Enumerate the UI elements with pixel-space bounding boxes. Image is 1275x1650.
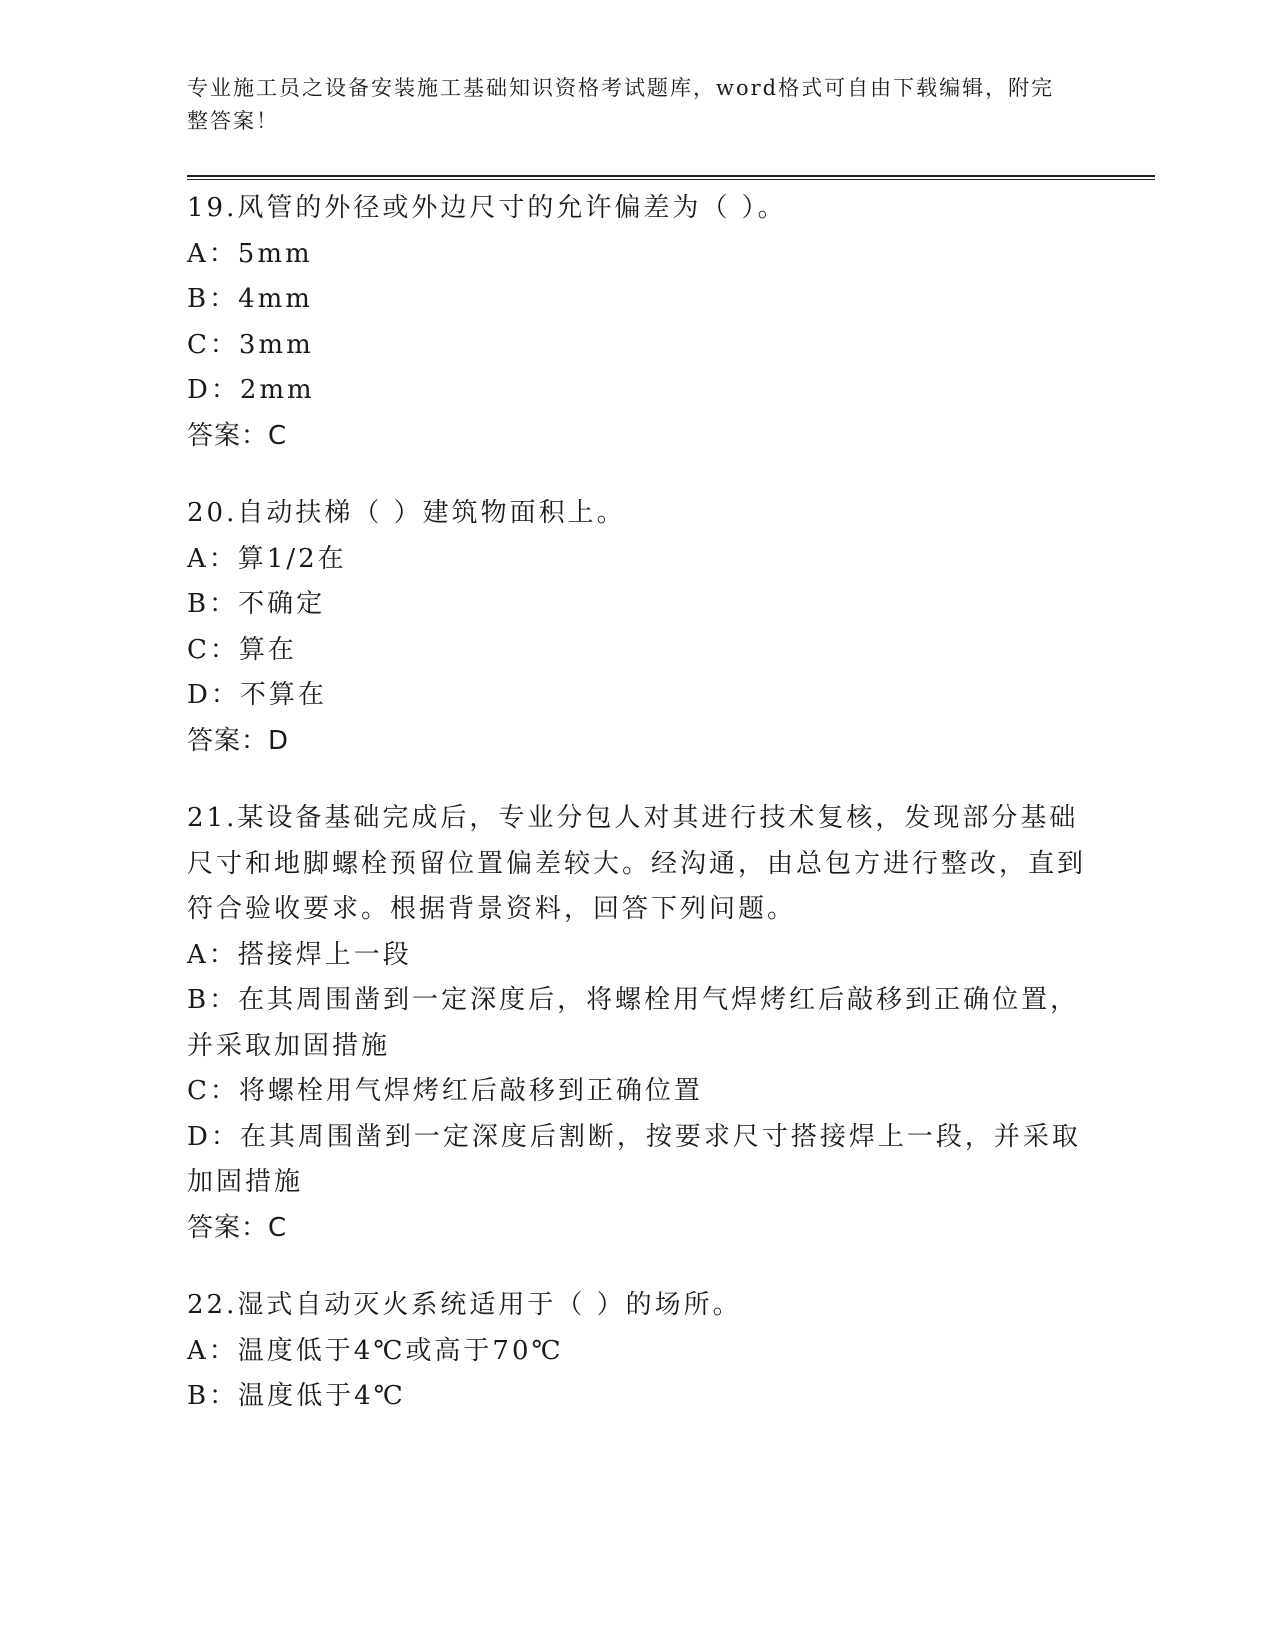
answer-line: 答案：C <box>187 420 288 451</box>
option-d: D：在其周围凿到一定深度后割断，按要求尺寸搭接焊上一段，并采取加固措施 <box>187 1121 1081 1197</box>
question-stem: 20.自动扶梯（ ）建筑物面积上。 <box>187 498 626 528</box>
option-b: B：不确定 <box>187 589 326 619</box>
question-20 <box>187 491 1157 764</box>
option-a: A：5mm <box>187 238 313 269</box>
question-22 <box>187 1283 1157 1420</box>
header-divider <box>187 175 1155 180</box>
answer-line: 答案：D <box>187 725 290 756</box>
question-stem: 21.某设备基础完成后，专业分包人对其进行技术复核，发现部分基础尺寸和地脚螺栓预留位置偏差较大。经沟通，由总包方进行整改，直到符合验收要求。根据背景资料，回答下列问题。 <box>187 803 1087 924</box>
option-b: B：4mm <box>187 284 313 314</box>
option-a: A：温度低于4℃或高于70℃ <box>187 1335 564 1366</box>
document-header: 专业施工员之设备安装施工基础知识资格考试题库，word格式可自由下载编辑，附完整答案！ <box>187 76 1055 133</box>
question-list <box>187 186 1157 1420</box>
option-b: B：在其周围凿到一定深度后，将螺栓用气焊烤红后敲移到正确位置，并采取加固措施 <box>187 985 1080 1061</box>
option-c: C：3mm <box>187 329 314 360</box>
option-d: D：2mm <box>187 375 315 405</box>
document-page <box>187 72 1157 1452</box>
option-c: C：算在 <box>187 634 297 665</box>
question-stem: 19.风管的外径或外边尺寸的允许偏差为（ ）。 <box>187 193 787 223</box>
option-c: C：将螺栓用气焊烤红后敲移到正确位置 <box>187 1076 703 1106</box>
question-19 <box>187 186 1157 459</box>
option-a: A：算1/2在 <box>187 543 347 574</box>
question-21 <box>187 796 1157 1251</box>
answer-line: 答案：C <box>187 1212 288 1243</box>
option-b: B：温度低于4℃ <box>187 1381 406 1411</box>
option-d: D：不算在 <box>187 680 327 710</box>
question-stem: 22.湿式自动灭火系统适用于（ ）的场所。 <box>187 1290 742 1320</box>
option-a: A：搭接焊上一段 <box>187 939 412 970</box>
